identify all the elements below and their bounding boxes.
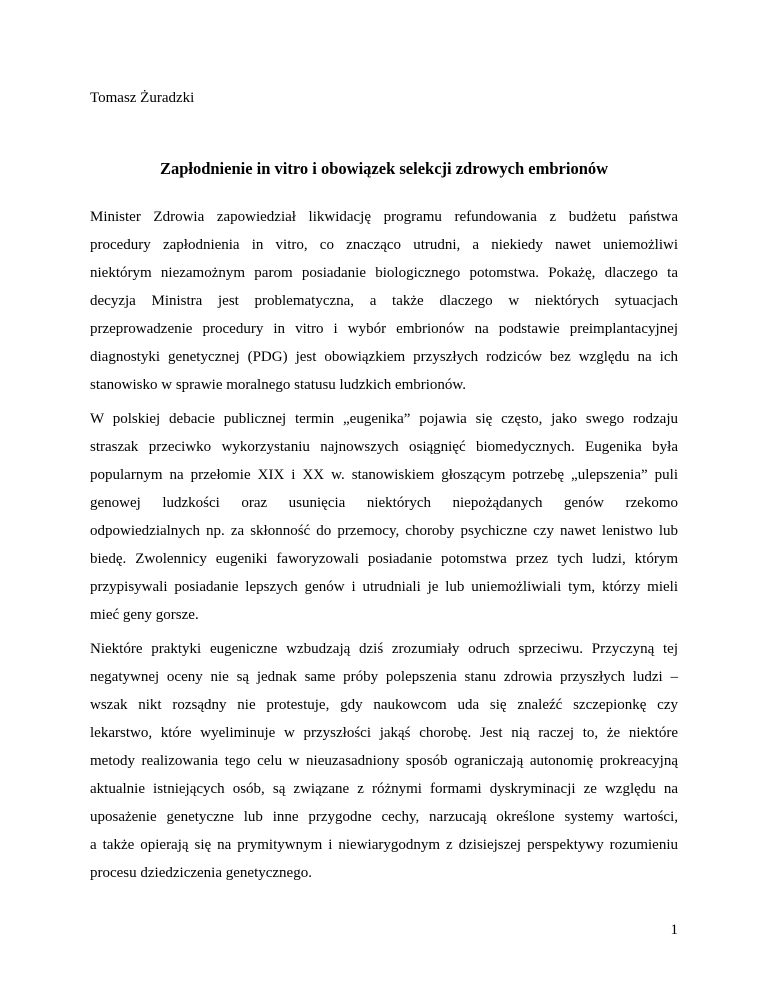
paragraph-line: przeprowadzenie procedury in vitro i wybór embrionów na podstawie preimplantacyjnej <box>90 321 678 337</box>
paragraph-line: genowej ludzkości oraz usunięcia niektórych niepożądanych genów rzekomo <box>90 495 678 511</box>
paragraph-line: negatywnej oceny nie są jednak same próby polepszenia stanu zdrowia przyszłych ludzi – <box>90 669 678 685</box>
paragraph-line: odpowiedzialnych np. za skłonność do przemocy, choroby psychiczne czy nawet lenistwo lub <box>90 523 678 539</box>
paragraph-line: procedury zapłodnienia in vitro, co znacząco utrudni, a niekiedy nawet uniemożliwi <box>90 237 678 253</box>
page-number: 1 <box>670 922 678 938</box>
paragraph-line: wszak nikt rozsądny nie protestuje, gdy naukowcom uda się znaleźć szczepionkę czy <box>90 697 678 713</box>
paragraph-line: popularnym na przełomie XIX i XX w. stanowiskiem głoszącym potrzebę „ulepszenia” puli <box>90 467 678 483</box>
paragraph-line: mieć geny gorsze. <box>90 607 199 623</box>
paragraph-line: stanowisko w sprawie moralnego statusu ludzkich embrionów. <box>90 377 467 393</box>
paragraph-line: niektórym niezamożnym parom posiadanie biologicznego potomstwa. Pokażę, dlaczego ta <box>90 265 678 281</box>
paragraph-line: metody realizowania tego celu w nieuzasadniony sposób ograniczają autonomię prokreacyjną <box>90 753 678 769</box>
paragraph-line: Minister Zdrowia zapowiedział likwidację programu refundowania z budżetu państwa <box>90 209 678 225</box>
paragraph-line: Niektóre praktyki eugeniczne wzbudzają dziś zrozumiały odruch sprzeciwu. Przyczyną tej <box>90 641 678 657</box>
paragraph-line: straszak przeciwko wykorzystaniu najnowszych osiągnięć biomedycznych. Eugenika była <box>90 439 678 455</box>
paragraph-line: decyzja Ministra jest problematyczna, a także dlaczego w niektórych sytuacjach <box>90 293 678 309</box>
paragraph-line: a także opierają się na prymitywnym i niewiarygodnym z dzisiejszej perspektywy rozumieniu <box>90 837 678 853</box>
paragraph-line: uposażenie genetyczne lub inne przygodne cechy, narzucają określone systemy wartości, <box>90 809 678 825</box>
paragraph-line: biedę. Zwolennicy eugeniki faworyzowali posiadanie potomstwa przez tych ludzi, którym <box>90 551 678 567</box>
paragraph-line: lekarstwo, które wyeliminuje w przyszłości jakąś chorobę. Jest nią raczej to, że niektóre <box>90 725 678 741</box>
paragraph-line: W polskiej debacie publicznej termin „eugenika” pojawia się często, jako swego rodzaju <box>90 411 678 427</box>
paragraph-line: diagnostyki genetycznej (PDG) jest obowiązkiem przyszłych rodziców bez względu na ich <box>90 349 678 365</box>
paragraph-line: procesu dziedziczenia genetycznego. <box>90 865 312 881</box>
paragraph-line: aktualnie istniejących osób, są związane z różnymi formami dyskryminacji ze względu na <box>90 781 678 797</box>
paragraph-line: przypisywali posiadanie lepszych genów i utrudniali je lub uniemożliwiali tym, którzy mieli <box>90 579 678 595</box>
document-title: Zapłodnienie in vitro i obowiązek selekcji zdrowych embrionów <box>159 159 609 178</box>
author-name: Tomasz Żuradzki <box>90 90 195 106</box>
